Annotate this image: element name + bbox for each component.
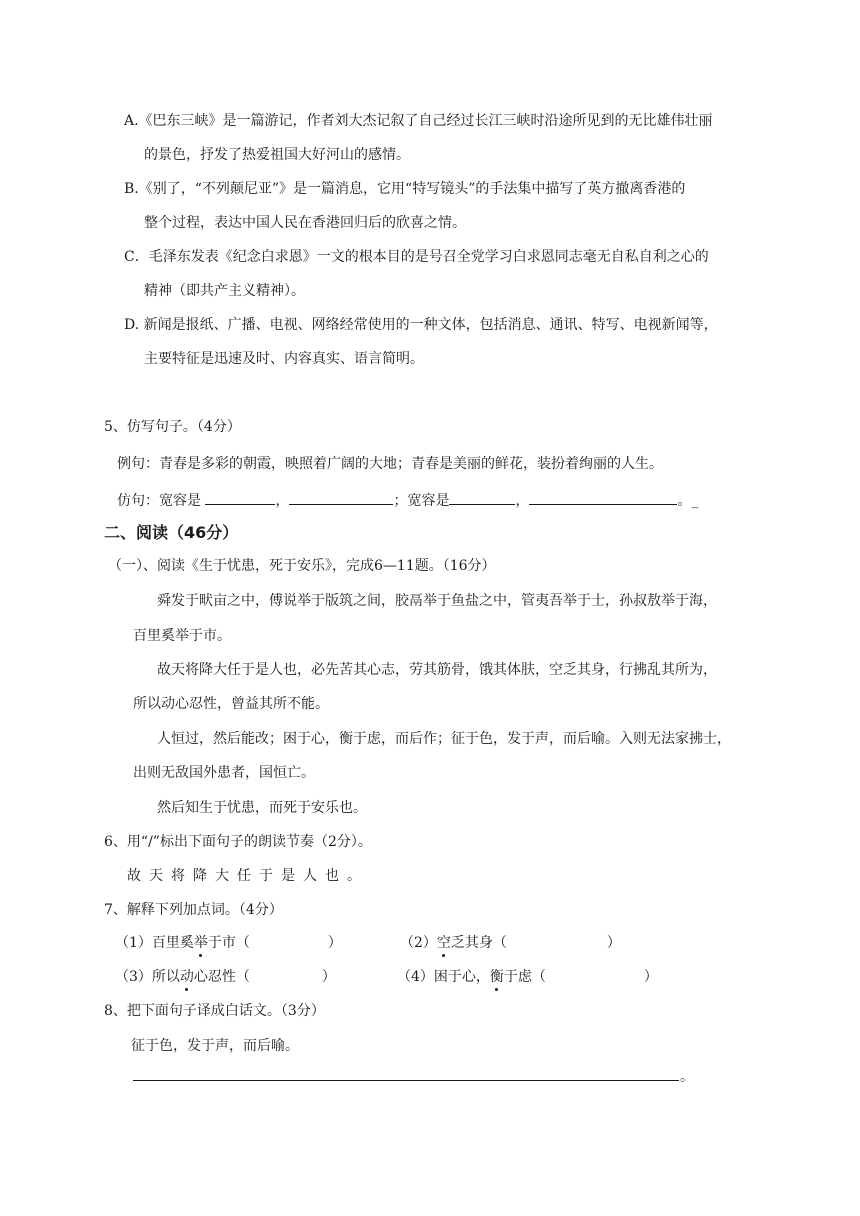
semicolon-label: ；宽容是: [393, 493, 450, 509]
answer-blank-3[interactable]: [449, 490, 515, 505]
passage-p3-line2: 出则无敌国外患者，国恒亡。: [133, 765, 315, 781]
question-6-title: 6、用“/”标出下面句子的朗读节奏（2分）。: [104, 834, 372, 850]
option-d-line2: 主要特征是迅速及时、内容真实、语言简明。: [144, 351, 424, 367]
dotted-word: 动: [179, 969, 194, 985]
section-2-heading: 二、阅读（46分）: [104, 523, 239, 542]
question-8-title: 8、把下面句子译成白话文。（3分）: [104, 1003, 325, 1019]
comma: ，: [275, 493, 290, 509]
answer-space[interactable]: [546, 967, 644, 981]
dotted-word: 衡: [489, 969, 504, 985]
option-a-line1: A.《巴东三峡》是一篇游记，作者刘大杰记叙了自己经过长江三峡时沿途所见到的无比雄伟壮丽: [124, 113, 713, 129]
option-a-line2: 的景色，抒发了热爱祖国大好河山的感情。: [144, 147, 410, 163]
option-c-line2: 精神（即共产主义精神）。: [144, 283, 305, 299]
answer-space[interactable]: [250, 967, 322, 981]
question-8-sentence: 征于色，发于声，而后喻。: [131, 1038, 299, 1054]
prompt-label: 仿句：宽容是: [117, 493, 206, 509]
question-6-sentence: 故天将降大任于是人也。: [127, 868, 369, 884]
question-5-example: 例句：青春是多彩的朝霞，映照着广阔的大地；青春是美丽的鲜花，装扮着绚丽的人生。: [117, 456, 663, 472]
option-d-line1: D. 新闻是报纸、广播、电视、网络经常使用的一种文体，包括消息、通讯、特写、电视新闻等，: [124, 317, 718, 333]
answer-space[interactable]: [250, 933, 328, 947]
translation-answer-line[interactable]: [133, 1080, 679, 1081]
option-b-line1: B.《别了，“不列颠尼亚”》是一篇消息，它用“特写镜头”的手法集中描写了英方撤离香港的: [124, 181, 686, 197]
section-2-subheading: （一）、阅读《生于忧患，死于安乐》，完成6—11题。（16分）: [108, 558, 496, 574]
question-7-item-1: （1）百里奚举于市（ ）: [115, 935, 342, 951]
translation-end-mark: 。: [680, 1069, 694, 1085]
answer-blank-1[interactable]: [205, 490, 275, 505]
question-5-prompt: [117, 490, 698, 510]
end-mark: 。_: [677, 493, 699, 509]
option-b-line2: 整个过程，表达中国人民在香港回归后的欣喜之情。: [144, 215, 466, 231]
question-5-title: 5、仿写句子。（4分）: [104, 419, 241, 435]
question-7-item-4: （4）困于心，衡于虑（ ）: [397, 969, 658, 985]
answer-blank-2[interactable]: [289, 490, 393, 505]
passage-p3-line1: 人恒过，然后能改；困于心，衡于虑，而后作；征于色，发于声，而后喻。入则无法家拂士，: [157, 731, 731, 747]
passage-p1-line2: 百里奚举于市。: [133, 628, 231, 644]
option-c-line1: C．毛泽东发表《纪念白求恩》一文的根本目的是号召全党学习白求恩同志毫无自私自利之心的: [124, 249, 709, 265]
answer-blank-4[interactable]: [529, 490, 677, 505]
dotted-word: 举: [193, 935, 208, 951]
question-7-item-3: （3）所以动心忍性（ ）: [115, 969, 336, 985]
dotted-word: 空: [436, 935, 451, 951]
passage-p1-line1: 舜发于畎亩之中，傅说举于版筑之间，胶鬲举于鱼盐之中，管夷吾举于士，孙叔敖举于海，: [157, 593, 717, 609]
passage-p4: 然后知生于忧患，而死于安乐也。: [157, 800, 367, 816]
question-7-title: 7、解释下列加点词。（4分）: [104, 902, 283, 918]
answer-space[interactable]: [507, 933, 607, 947]
passage-p2-line2: 所以动心忍性，曾益其所不能。: [133, 696, 329, 712]
passage-p2-line1: 故天将降大任于是人也，必先苦其心志，劳其筋骨，饿其体肤，空乏其身，行拂乱其所为，: [157, 662, 717, 678]
comma: ，: [515, 493, 530, 509]
question-7-item-2: （2）空乏其身（ ）: [400, 935, 621, 951]
